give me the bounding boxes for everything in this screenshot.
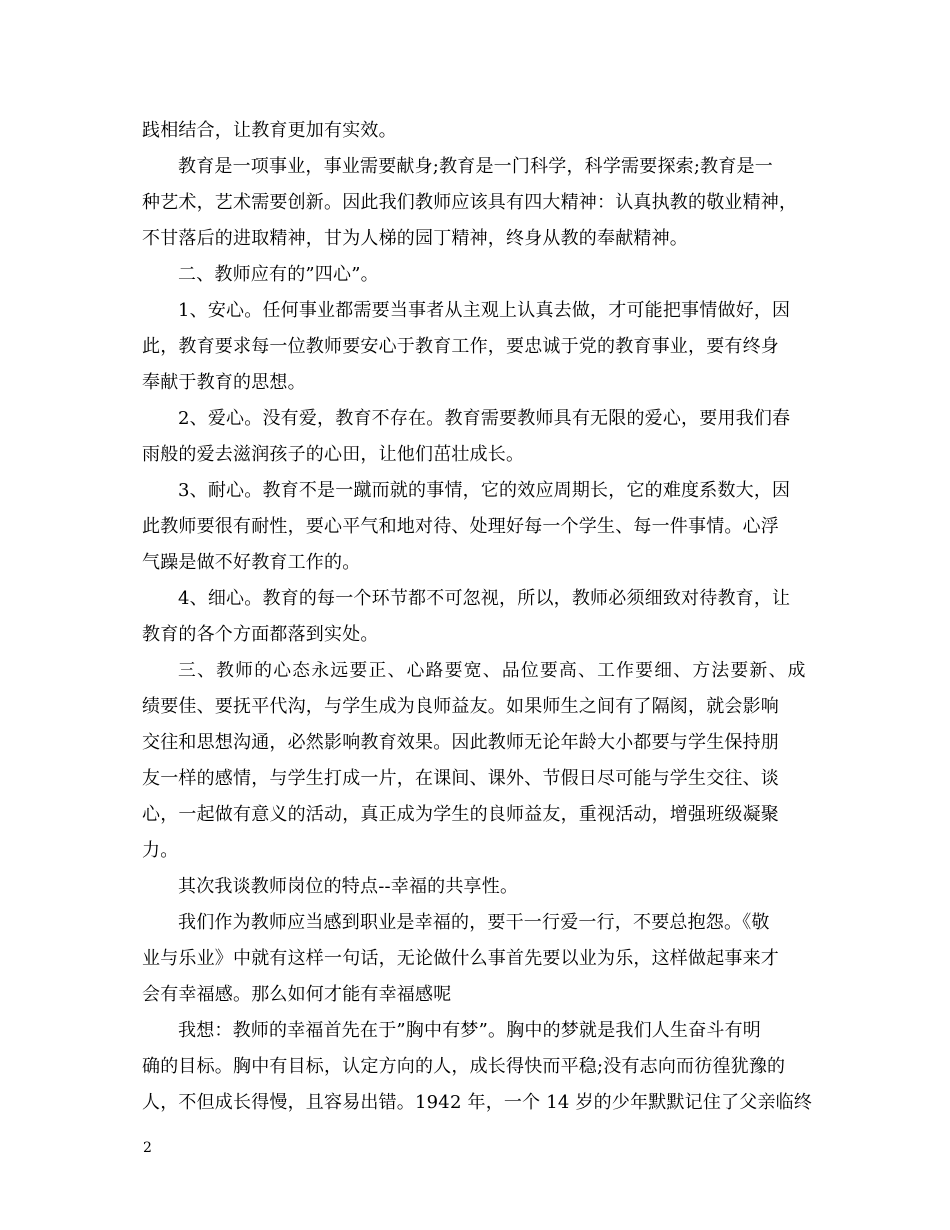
text-line: 教育的各个方面都落到实处。: [142, 624, 379, 645]
text-line: 践相结合，让教育更加有实效。: [142, 120, 397, 141]
text-line: 友一样的感情，与学生打成一片，在课间、课外、节假日尽可能与学生交往、谈: [142, 768, 779, 789]
text-line: 其次我谈教师岗位的特点--幸福的共享性。: [178, 876, 519, 897]
text-line: 此，教育要求每一位教师要安心于教育工作，要忠诚于党的教育事业，要有终身: [142, 336, 779, 357]
text-line: 会有幸福感。那么如何才能有幸福感呢: [142, 984, 452, 1005]
text-line: 4、细心。教育的每一个环节都不可忽视，所以，教师必须细致对待教育，让: [178, 588, 791, 609]
text-line: 此教师要很有耐性，要心平气和地对待、处理好每一个学生、每一件事情。心浮: [142, 516, 779, 537]
text-line: 3、耐心。教育不是一蹴而就的事情，它的效应周期长，它的难度系数大，因: [178, 480, 791, 501]
text-line: 三、教师的心态永远要正、心路要宽、品位要高、工作要细、方法要新、成: [178, 661, 807, 681]
text-line: 确的目标。胸中有目标，认定方向的人，成长得快而平稳;没有志向而彷徨犹豫的: [142, 1056, 786, 1077]
document-body: [142, 113, 812, 1121]
text-line: 力。: [142, 840, 179, 861]
text-line: 绩要佳、要抚平代沟，与学生成为良师益友。如果师生之间有了隔阂，就会影响: [142, 696, 779, 717]
text-line: 种艺术，艺术需要创新。因此我们教师应该具有四大精神：认真执教的敬业精神，: [142, 192, 798, 213]
text-line: 二、教师应有的”四心”。: [178, 264, 379, 285]
text-line: 不甘落后的进取精神，甘为人梯的园丁精神，终身从教的奉献精神。: [142, 228, 688, 249]
text-line: 气躁是做不好教育工作的。: [142, 552, 361, 573]
page-number: 2: [143, 1140, 152, 1156]
text-line: 我想：教师的幸福首先在于”胸中有梦”。胸中的梦就是我们人生奋斗有明: [178, 1020, 762, 1041]
text-line: 业与乐业》中就有这样一句话，无论做什么事首先要以业为乐，这样做起事来才: [142, 948, 779, 969]
text-line: 交往和思想沟通，必然影响教育效果。因此教师无论年龄大小都要与学生保持朋: [142, 732, 779, 753]
text-line: 1、安心。任何事业都需要当事者从主观上认真去做，才可能把事情做好，因: [178, 300, 791, 321]
text-line: 雨般的爱去滋润孩子的心田，让他们茁壮成长。: [142, 444, 525, 465]
text-line: 我们作为教师应当感到职业是幸福的，要干一行爱一行，不要总抱怨。《敬: [178, 912, 770, 933]
text-line: 人，不但成长得慢，且容易出错。1942 年，一个 14 岁的少年默默记住了父亲临终: [142, 1092, 813, 1113]
text-line: 2、爱心。没有爱，教育不存在。教育需要教师具有无限的爱心，要用我们春: [178, 408, 791, 429]
text-line: 奉献于教育的思想。: [142, 372, 306, 393]
text-line: 心，一起做有意义的活动，真正成为学生的良师益友，重视活动，增强班级凝聚: [142, 804, 779, 825]
text-line: 教育是一项事业，事业需要献身;教育是一门科学，科学需要探索;教育是一: [178, 156, 773, 177]
